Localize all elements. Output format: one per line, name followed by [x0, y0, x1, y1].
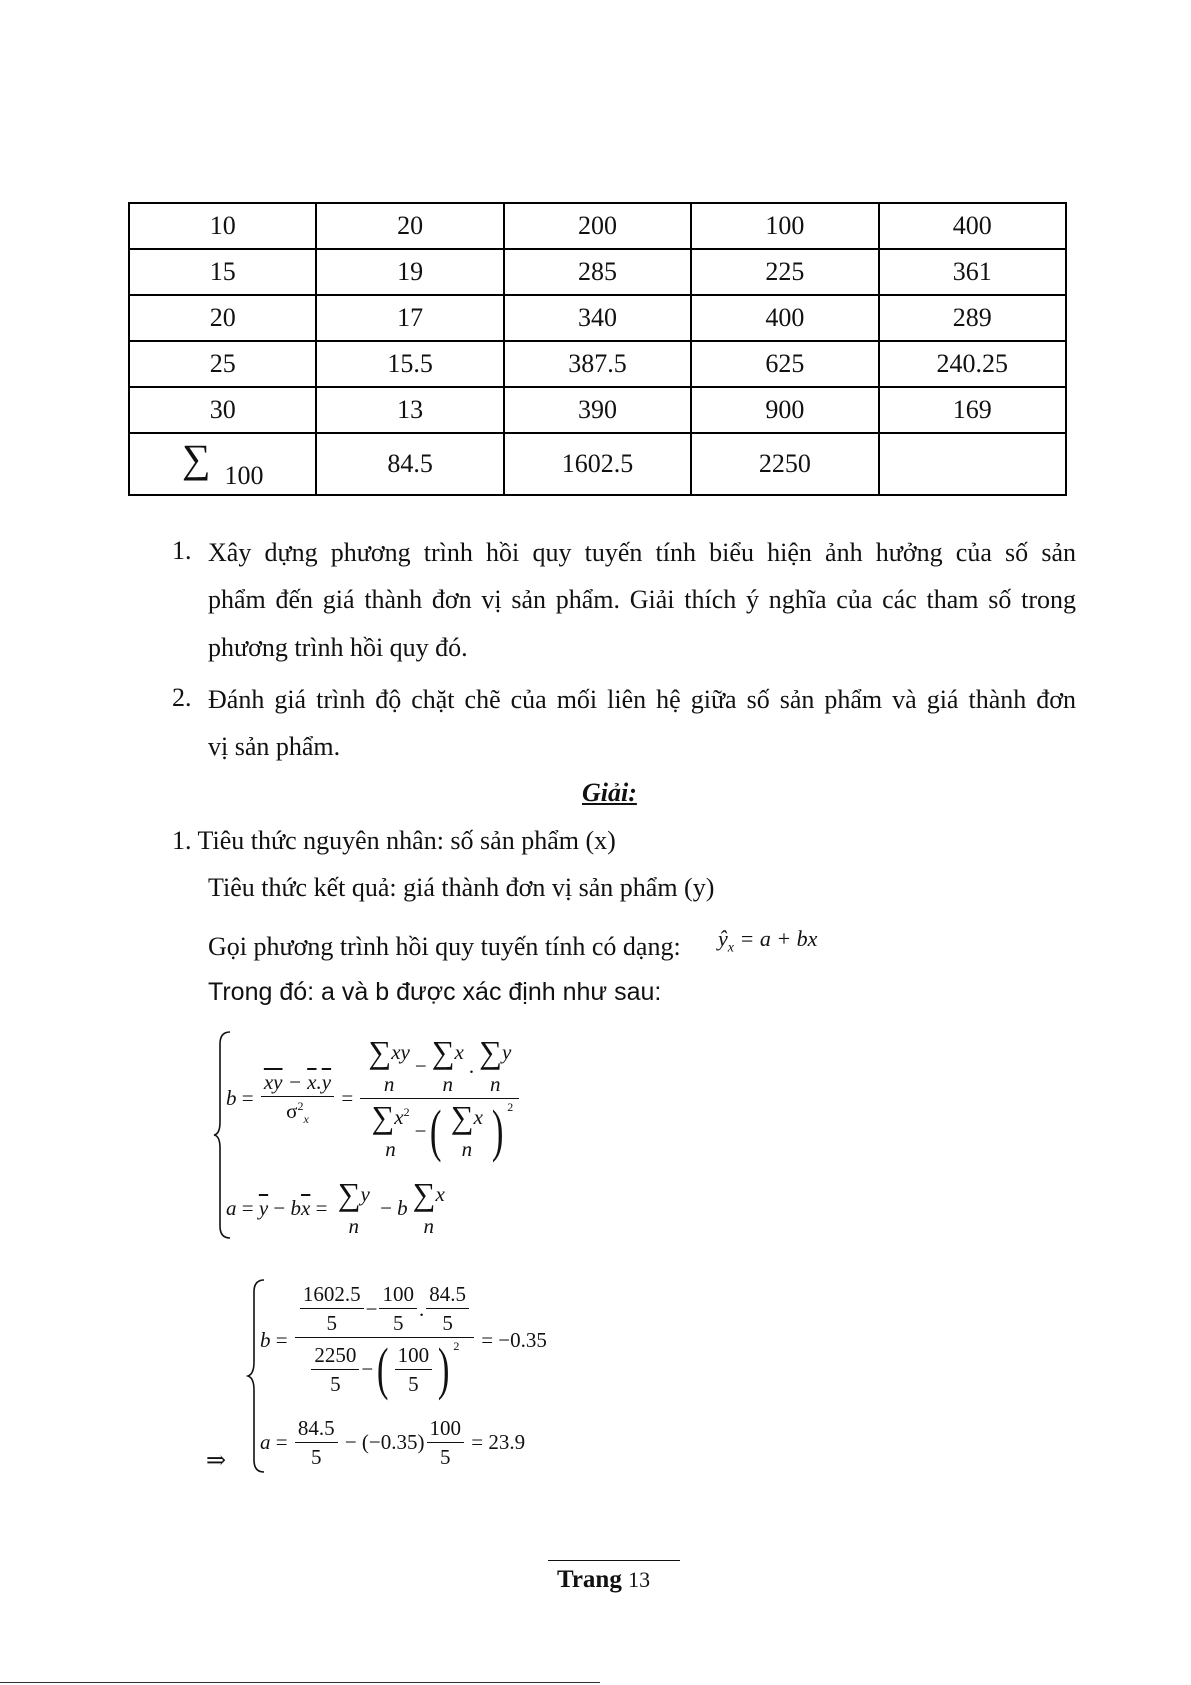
formula-a-numeric: a = $\frac{84.5}{5}$ − (−0.35) $\frac{100}{5}$ = 23.9: [260, 1416, 526, 1470]
question-line: phương trình hồi quy đó.: [208, 633, 468, 662]
table-cell: 15.5: [316, 341, 503, 387]
a-result: = 23.9: [471, 1430, 526, 1455]
table-cell: 1602.5: [504, 433, 691, 495]
table-cell: 285: [504, 249, 691, 295]
table-cell: 625: [691, 341, 878, 387]
table-cell: 13: [316, 387, 503, 433]
regression-model: $ŷ_x = a$ + bx: [718, 926, 818, 956]
solution-line: Tiêu thức kết quả: giá thành đơn vị sản phẩm (y): [208, 873, 715, 902]
page-number: 13: [628, 1567, 651, 1592]
table-cell: 100: [691, 203, 878, 249]
table-cell: 240.25: [879, 341, 1066, 387]
table-cell: 900: [691, 387, 878, 433]
sigma-icon: ∑: [181, 435, 211, 481]
sum-value: 100: [224, 460, 264, 490]
table-cell: 10: [129, 203, 316, 249]
table-cell: 400: [879, 203, 1066, 249]
table-sum-row: [129, 433, 1066, 495]
question-line: Đánh giá trình độ chặt chẽ của mối liên hệ giữa số sản phẩm và giá thành đơn: [208, 685, 1076, 714]
footer-divider: [548, 1560, 680, 1561]
table-cell: 169: [879, 387, 1066, 433]
question-line: vị sản phẩm.: [208, 732, 341, 761]
table-cell: 2250: [691, 433, 878, 495]
table-cell: 340: [504, 295, 691, 341]
formula-b-numeric: b = $\frac{1602.5}{5}$ − $\frac{100}{5}$ . $\frac{84.5}{5}$ $\frac{2250}{5}$ − ( $\frac{100}{5}$ ) $^2$ = −0.35: [260, 1282, 547, 1402]
table-row: [129, 341, 1066, 387]
table-cell: 400: [691, 295, 878, 341]
table-cell: 19: [316, 249, 503, 295]
table-row: [129, 203, 1066, 249]
solution-line: Gọi phương trình hồi quy tuyến tính có dạng:: [208, 932, 681, 961]
bottom-rule: [0, 1682, 600, 1683]
table-cell: 84.5: [316, 433, 503, 495]
table-cell: 225: [691, 249, 878, 295]
solution-line: 1. Tiêu thức nguyên nhân: số sản phẩm (x): [172, 826, 616, 855]
table-cell: 387.5: [504, 341, 691, 387]
table-cell: 30: [129, 387, 316, 433]
table-cell: 390: [504, 387, 691, 433]
question-line: Xây dựng phương trình hồi quy tuyến tính biểu hiện ảnh hưởng của số sản: [208, 538, 1076, 567]
table-row: [129, 387, 1066, 433]
formula-a-general: a = $\overline{y}$ − b $\overline{x}$ = ∑y n − b ∑x n: [226, 1176, 445, 1238]
solution-heading: Giải:: [582, 778, 637, 807]
table-cell: 361: [879, 249, 1066, 295]
formula-b-general: b = $\frac{\overline{xy} - \overline{x}.\overline{y}}{\sigma^2_x}$ = ∑xy n − ∑x n . ∑y n $\sum x^2$ n − ( ∑x n ) $^2$: [226, 1036, 521, 1161]
table-row: [129, 249, 1066, 295]
implies-arrow-icon: ⇒: [206, 1448, 227, 1474]
page-footer: [557, 1566, 650, 1594]
table-cell: [879, 433, 1066, 495]
b-result: = −0.35: [481, 1327, 547, 1352]
solution-line: Trong đó: a và b được xác định như sau:: [208, 978, 662, 1006]
table-cell: 15: [129, 249, 316, 295]
data-table: [128, 202, 1067, 496]
table-cell: 200: [504, 203, 691, 249]
table-cell: 25: [129, 341, 316, 387]
table-cell: [129, 433, 316, 495]
table-cell: 20: [316, 203, 503, 249]
question-line: phẩm đến giá thành đơn vị sản phẩm. Giải thích ý nghĩa của các tham số trong: [208, 585, 1076, 614]
table-row: [129, 295, 1066, 341]
table-cell: 289: [879, 295, 1066, 341]
table-cell: 20: [129, 295, 316, 341]
question-number: 1.: [172, 536, 192, 565]
table-cell: 17: [316, 295, 503, 341]
question-number: 2.: [172, 683, 192, 712]
footer-label: Trang: [557, 1566, 622, 1593]
